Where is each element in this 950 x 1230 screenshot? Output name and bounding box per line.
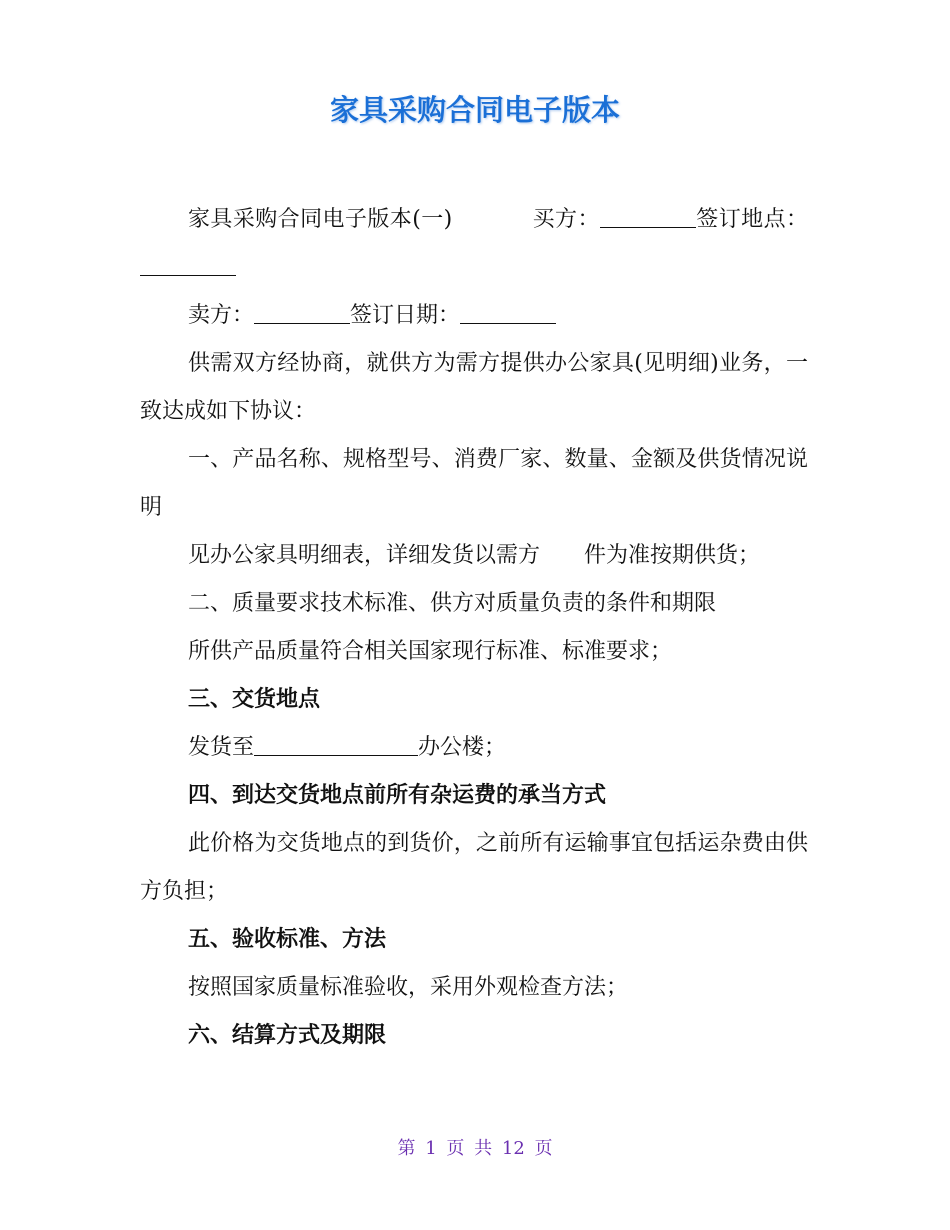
heading-section-6: 六、结算方式及期限 [188,1023,387,1048]
footer-middle-1: 页 [446,1138,465,1159]
seller-blank [254,301,350,324]
delivery-detail-after: 件为准按期供货； [584,543,761,568]
sign-place-blank [140,253,236,276]
footer-page-number: 1 [425,1138,437,1159]
footer-prefix: 第 [397,1138,416,1159]
page-footer [0,1134,950,1160]
delivery-place-before: 发货至 [188,735,255,760]
seller-label: 卖方： [188,303,255,328]
footer-suffix: 页 [534,1138,553,1159]
document-title: 家具采购合同电子版本 [329,93,620,127]
intro-line-2 [140,292,808,340]
delivery-place-blank [254,733,418,756]
intro-heading: 家具采购合同电子版本(一) [188,207,453,232]
paragraph-section-1: 一、产品名称、规格型号、消费厂家、数量、金额及供货情况说明 [140,447,808,520]
sign-date-blank [460,301,556,324]
buyer-label: 买方： [532,207,600,232]
paragraph-section-2: 二、质量要求技术标准、供方对质量负责的条件和期限 [188,591,717,616]
paragraph-delivery-detail [140,532,808,580]
paragraph-delivery-place [140,724,808,772]
document-body [140,196,808,1060]
sign-date-label: 签订日期： [350,303,461,328]
delivery-detail-before: 见办公家具明细表，详细发货以需方 [188,543,541,568]
buyer-blank [600,205,696,228]
paragraph-freight: 此价格为交货地点的到货价，之前所有运输事宜包括运杂费由供方负担； [140,831,808,904]
footer-middle-2: 共 [474,1138,493,1159]
heading-section-4: 四、到达交货地点前所有杂运费的承当方式 [188,783,607,808]
sign-place-label: 签订地点： [695,207,808,232]
paragraph-quality: 所供产品质量符合相关国家现行标准、标准要求； [188,639,673,664]
intro-line-1 [140,196,808,292]
footer-total-pages: 12 [501,1138,525,1159]
paragraph-acceptance: 按照国家质量标准验收，采用外观检查方法； [188,975,629,1000]
delivery-place-after: 办公楼； [418,735,507,760]
heading-section-5: 五、验收标准、方法 [188,927,387,952]
heading-section-3: 三、交货地点 [188,687,321,712]
paragraph-agreement: 供需双方经协商，就供方为需方提供办公家具(见明细)业务，一致达成如下协议： [140,351,808,424]
